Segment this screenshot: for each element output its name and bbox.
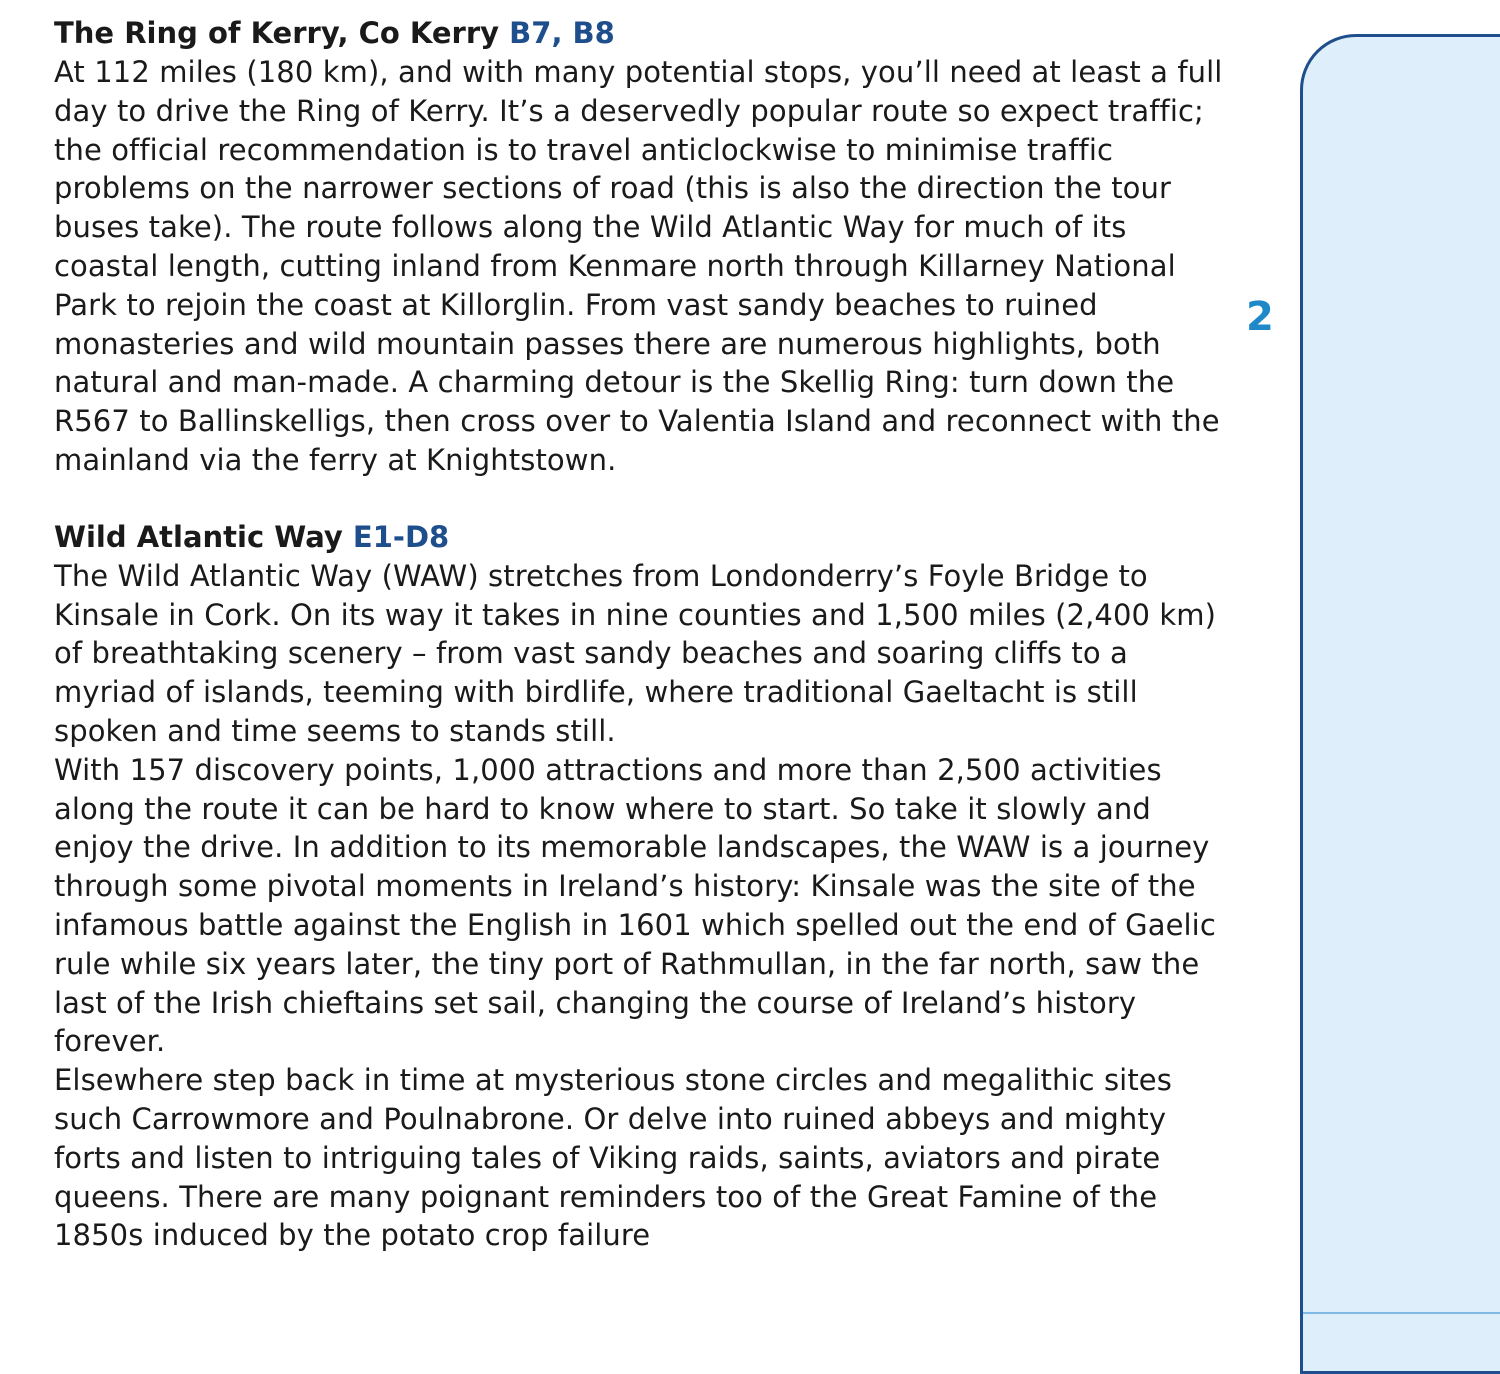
section-ring-of-kerry bbox=[54, 14, 1234, 480]
section-wild-atlantic-way bbox=[54, 518, 1234, 1255]
paragraph: Elsewhere step back in time at mysterious stone circles and megalithic sites such Carrowmore and Poulnabrone. Or delve into ruined abbeys and mighty forts and listen to intriguing tales of Viking raids, saints, aviators and pirate queens. There are many poignant reminders too of the Great Famine of the 1850s induced by the potato crop failure bbox=[54, 1063, 1172, 1253]
page-number: 2 bbox=[1246, 294, 1274, 340]
paragraph: The Wild Atlantic Way (WAW) stretches from Londonderry’s Foyle Bridge to Kinsale in Cork. On its way it takes in nine counties and 1,500 miles (2,400 km) of breathtaking scenery – from vast sandy beaches and soaring cliffs to a myriad of islands, teeming with birdlife, where traditional Gaeltacht is still spoken and time seems to stands still. bbox=[54, 558, 1217, 748]
side-panel-divider bbox=[1303, 1312, 1500, 1314]
article-column bbox=[54, 14, 1234, 1293]
section-heading bbox=[54, 14, 1234, 53]
section-heading bbox=[54, 518, 1234, 557]
side-panel bbox=[1300, 34, 1500, 1374]
section-title: The Ring of Kerry, Co Kerry bbox=[54, 16, 500, 50]
paragraph: With 157 discovery points, 1,000 attractions and more than 2,500 activities along the route it can be hard to know where to start. So take it slowly and enjoy the drive. In addition to its memorable landscapes, the WAW is a journey through some pivotal moments in Ireland’s history: Kinsale was the site of the infamous battle against the English in 1601 which spelled out the end of Gaelic rule while six years later, the tiny port of Rathmullan, in the far north, saw the last of the Irish chieftains set sail, changing the course of Ireland’s history forever. bbox=[54, 752, 1216, 1059]
map-grid-reference: B7, B8 bbox=[509, 16, 615, 50]
paragraph: At 112 miles (180 km), and with many potential stops, you’ll need at least a full day to drive the Ring of Kerry. It’s a deservedly popular route so expect traffic; the official recommendation is to travel anticlockwise to minimise traffic problems on the narrower sections of road (this is also the direction the tour buses take). The route follows along the Wild Atlantic Way for much of its coastal length, cutting inland from Kenmare north through Killarney National Park to rejoin the coast at Killorglin. From vast sandy beaches to ruined monasteries and wild mountain passes there are numerous highlights, both natural and man-made. A charming detour is the Skellig Ring: turn down the R567 to Ballinskelligs, then cross over to Valentia Island and reconnect with the mainland via the ferry at Knightstown. bbox=[54, 55, 1223, 477]
map-grid-reference: E1-D8 bbox=[352, 519, 450, 554]
section-title: Wild Atlantic Way bbox=[54, 519, 343, 554]
